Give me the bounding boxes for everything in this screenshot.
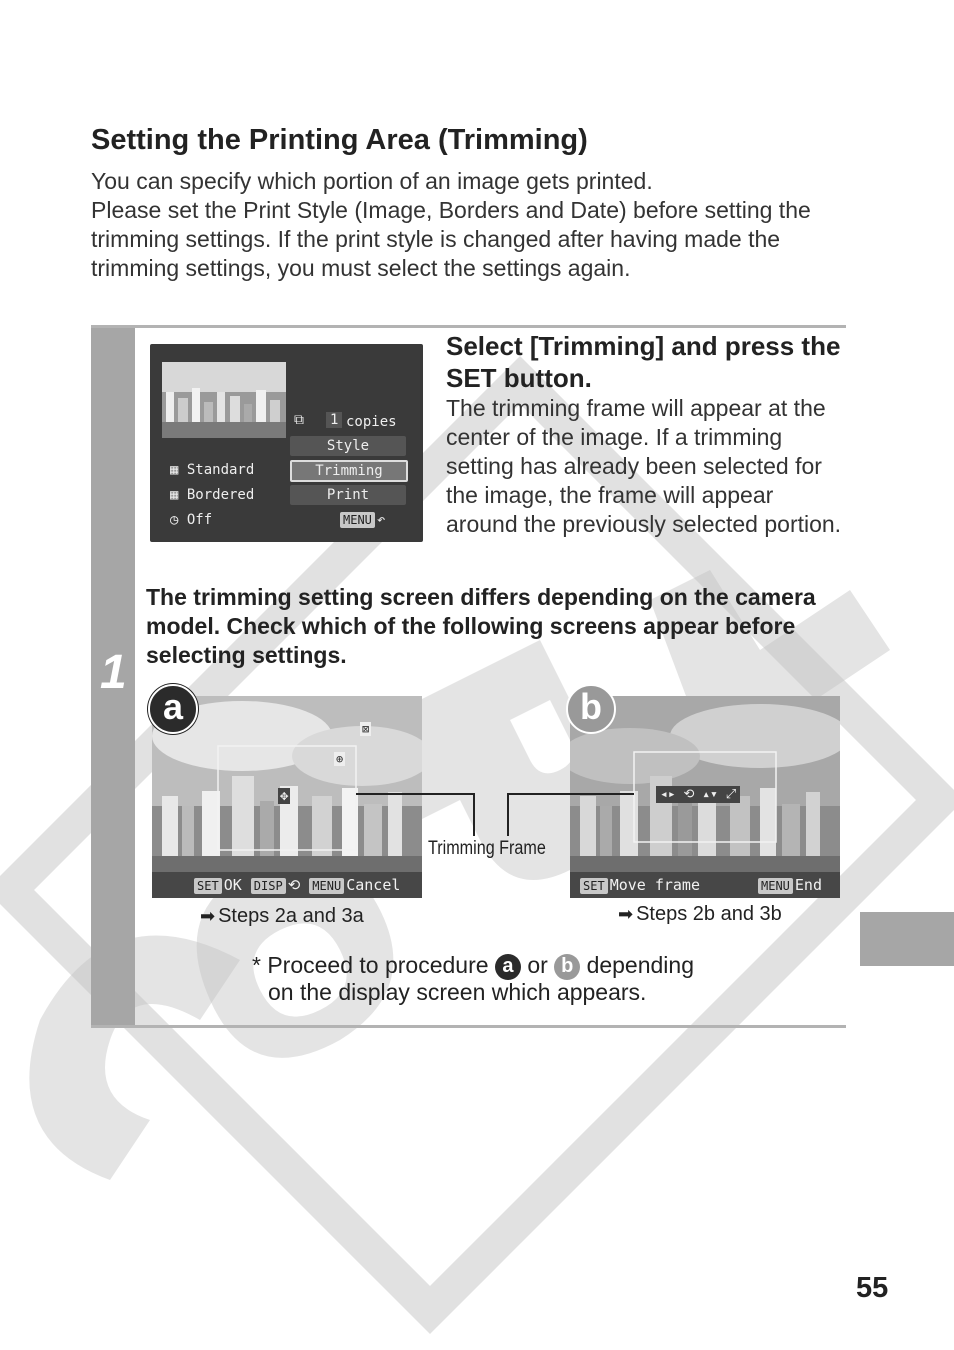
clock-icon: ◷ [170, 512, 187, 528]
footnote-star: * [252, 952, 261, 978]
date-off-option [170, 512, 212, 528]
ok-label: OK [223, 876, 242, 894]
menu-return [340, 512, 385, 528]
footnote [252, 953, 812, 1005]
trimming-frame-callout [354, 790, 644, 840]
zoom-in-icon: ⊕ [336, 752, 344, 766]
footnote-part1: Proceed to procedure [267, 952, 489, 978]
menu-key: MENU [309, 878, 344, 894]
resize-icon: ⤢ [725, 787, 737, 802]
page-number: 55 [856, 1272, 889, 1304]
cancel-label: Cancel [346, 876, 401, 894]
footnote-part2: depending [586, 952, 695, 978]
move-arrows-icon: ✥ [280, 788, 289, 804]
menu-key: MENU [340, 512, 375, 528]
ref-steps-a-text: Steps 2a and 3a [218, 905, 364, 927]
step-number: 1 [100, 646, 127, 699]
end-label: End [794, 876, 822, 894]
left-right-icon: ◂▸ [660, 787, 676, 802]
arrow-icon: ➡ [200, 906, 216, 926]
trimming-frame-label: Trimming Frame [428, 838, 546, 859]
bordered-label: Bordered [186, 487, 255, 503]
set-key: SET [580, 878, 608, 894]
screen-b-guide-left [580, 876, 700, 894]
style-button[interactable]: Style [290, 436, 406, 456]
rotate-frame-icon: ⟲ [683, 787, 695, 802]
badge-b: b [566, 684, 616, 734]
print-button[interactable]: Print [290, 485, 406, 505]
badge-b-small: b [554, 954, 580, 980]
menu-key: MENU [758, 878, 793, 894]
standard-option [170, 462, 254, 478]
copies-label: copies [346, 414, 397, 430]
badge-a: a [148, 684, 198, 734]
section-title: Setting the Printing Area (Trimming) [91, 124, 588, 156]
trimming-button[interactable]: Trimming [290, 460, 408, 482]
bordered-option [170, 487, 254, 503]
chapter-tab [860, 912, 954, 966]
screen-b-guide-right [758, 876, 822, 894]
copies-count: 1 [326, 412, 342, 428]
zoom-out-icon: ⊠ [362, 722, 370, 736]
print-menu-screen [150, 344, 423, 542]
return-icon: ↶ [376, 512, 386, 528]
ref-steps-b-text: Steps 2b and 3b [636, 903, 782, 925]
step-heading: Select [Trimming] and press the SET button. [446, 331, 841, 393]
footnote-or: or [527, 952, 548, 978]
frame-controls [656, 786, 740, 803]
up-down-icon: ▴▾ [702, 787, 718, 802]
intro-text [91, 167, 861, 283]
off-label: Off [186, 512, 213, 528]
intro-line-2: Please set the Print Style (Image, Borders and Date) before setting the trimming settings. If the print style is changed after having made the trimming settings, you must select the settings again. [91, 197, 811, 281]
bordered-icon: ▦ [170, 487, 187, 503]
arrow-icon: ➡ [618, 904, 634, 924]
badge-a-small: a [495, 954, 521, 980]
ref-steps-b [618, 903, 782, 926]
standard-label: Standard [186, 462, 255, 478]
set-key: SET [194, 878, 222, 894]
step-body: The trimming frame will appear at the center of the image. If a trimming setting has already been selected for the image, the frame will appear around the previously selected portion. [446, 395, 842, 537]
thumbnail-image [162, 362, 286, 438]
footnote-line2: on the display screen which appears. [268, 978, 647, 1005]
intro-line-1: You can specify which portion of an image gets printed. [91, 168, 653, 194]
rotate-icon: ⟲ [287, 876, 301, 894]
screen-a-guide [194, 876, 400, 894]
standard-icon: ▦ [170, 462, 187, 478]
move-frame-label: Move frame [609, 876, 700, 894]
ref-steps-a [200, 905, 364, 928]
step-note: The trimming setting screen differs depending on the camera model. Check which of the following screens appear before selecting settings. [146, 584, 816, 668]
copies-icon: ⧉ [294, 412, 304, 428]
disp-key: DISP [251, 878, 286, 894]
